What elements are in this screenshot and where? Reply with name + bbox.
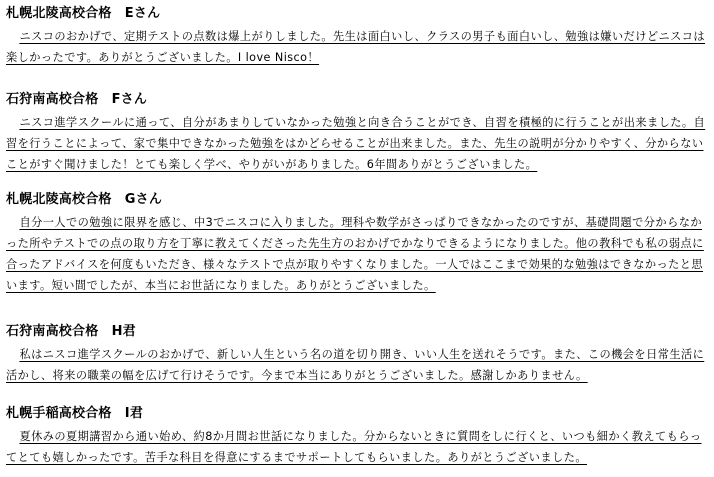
testimonial-entry <box>6 192 706 296</box>
testimonial-text-content: 自分一人での勉強に限界を感じ、中3でニスコに入りました。理科や数学がさっぱりできなかったのですが、基礎問題で分からなかった所やテストでの点の取り方を丁寧に教えてくださった先生方のおかげでかなりできるようになりました。他の教科でも私の弱点に合ったアドバイスを何度もいただき、様々なテストで点が取りやすくなりました。一人ではここまで効果的な勉強はできなかったと思います。短い間でしたが、本当にお世話になりました。ありがとうございました。 <box>6 216 704 292</box>
testimonial-text <box>6 426 706 468</box>
testimonial-heading: 札幌手稲高校合格 I君 <box>6 406 144 421</box>
testimonial-text-content: ニスコのおかげで、定期テストの点数は爆上がりしました。先生は面白いし、クラスの男子も面白いし、勉強は嫌いだけどニスコは楽しかったです。ありがとうございました。I love Nisco！ <box>6 30 706 64</box>
testimonial-text <box>6 212 706 296</box>
testimonial-heading: 札幌北陵高校合格 Gさん <box>6 192 163 207</box>
testimonial-text-content: ニスコ進学スクールに通って、自分があまりしていなかった勉強と向き合うことができ、自習を積極的に行うことが出来ました。自習を行うことによって、家で集中できなかった勉強をはかどらせることが出来ました。また、先生の説明が分かりやすく、分からないことがすぐ聞けました！とても楽しく学べ、やりがいがありました。6年間ありがとうございました。 <box>6 116 706 171</box>
testimonial-heading: 石狩南高校合格 H君 <box>6 324 136 339</box>
testimonial-text <box>6 112 706 175</box>
testimonial-heading: 札幌北陵高校合格 Eさん <box>6 6 161 21</box>
testimonial-text <box>6 344 706 386</box>
testimonial-text-content: 私はニスコ進学スクールのおかげで、新しい人生という名の道を切り開き、いい人生を送れそうです。また、この機会を日常生活に活かし、将来の職業の幅を広げて行けそうです。今まで本当にありがとうございました。感謝しかありません。 <box>6 348 705 382</box>
testimonial-entry <box>6 324 706 386</box>
testimonial-entry <box>6 6 706 68</box>
testimonial-text <box>6 26 706 68</box>
testimonial-entry <box>6 406 706 468</box>
testimonial-heading: 石狩南高校合格 Fさん <box>6 92 148 107</box>
testimonial-entry <box>6 92 706 175</box>
testimonial-text-content: 夏休みの夏期講習から通い始め、約8か月間お世話になりました。分からないときに質問をしに行くと、いつも細かく教えてもらってとても嬉しかったです。苦手な科目を得意にするまでサポートしてもらいました。ありがとうございました。 <box>6 430 702 464</box>
